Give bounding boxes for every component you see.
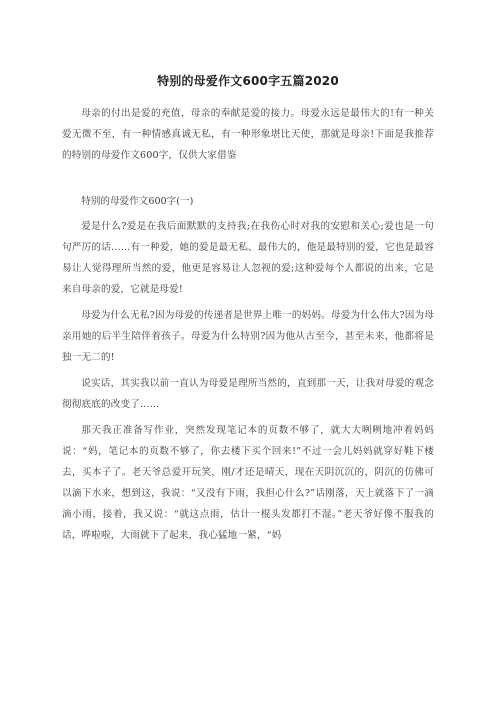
body-paragraph-4: 那天我正准备写作业，突然发现笔记本的页数不够了，就大大咧咧地冲着妈妈说：“妈，笔记本的页数不够了，你去楼下买个回来!”不过一会儿妈妈就穿好鞋下楼去，买本子了。老天爷总爱开玩笑，刚/才还是晴天，现在天阴沉沉的，阴沉的仿佛可以滴下水来，想到这，我说：“又没有下雨，我担心什么?”话刚落，天上就落下了一滴滴小雨，接着，我又说：“就这点雨，估计一棍头发都打不湿。”老天爷好像不服我的话，哗啦啦，大雨就下了起来，我心猛地一紧，“妈 bbox=[62, 425, 434, 541]
body-paragraph-2: 母爱为什么无私?因为母爱的传递者是世界上唯一的妈妈。母爱为什么伟大?因为母亲用她的后半生陪伴着孩子。母爱为什么特别?因为他从古至今，甚至未来，他都将是独一无二的! bbox=[62, 310, 434, 363]
section-heading: 特别的母爱作文600字(一) bbox=[81, 196, 194, 207]
body-paragraph-1: 爱是什么?爱是在我后面默默的支持我;在我伤心时对我的安慰和关心;爱也是一句句严厉的话……有一种爱，她的爱是最无私、最伟大的，他是最特别的爱，它也是最容易让人觉得理所当然的爱，他更是容易让人忽视的爱;这种爱每个人都说的出来，它是来自母亲的爱，它就是母爱! bbox=[62, 221, 434, 295]
body-paragraph-3: 说实话，其实我以前一直认为母爱是理所当然的，直到那一天，让我对母爱的观念彻彻底底的改变了…… bbox=[62, 378, 434, 410]
paragraph-gap bbox=[62, 171, 434, 191]
intro-paragraph: 母亲的付出是爱的充值，母亲的奉献是爱的接力。母爱永远是最伟大的!有一种关爱无微不至，有一种情感真诚无私，有一种形象堪比天使，那就是母亲!下面是我推荐的特别的母爱作文600字，仅供大家借鉴 bbox=[62, 108, 434, 161]
document-title: 特别的母爱作文600字五篇2020 bbox=[157, 74, 339, 88]
